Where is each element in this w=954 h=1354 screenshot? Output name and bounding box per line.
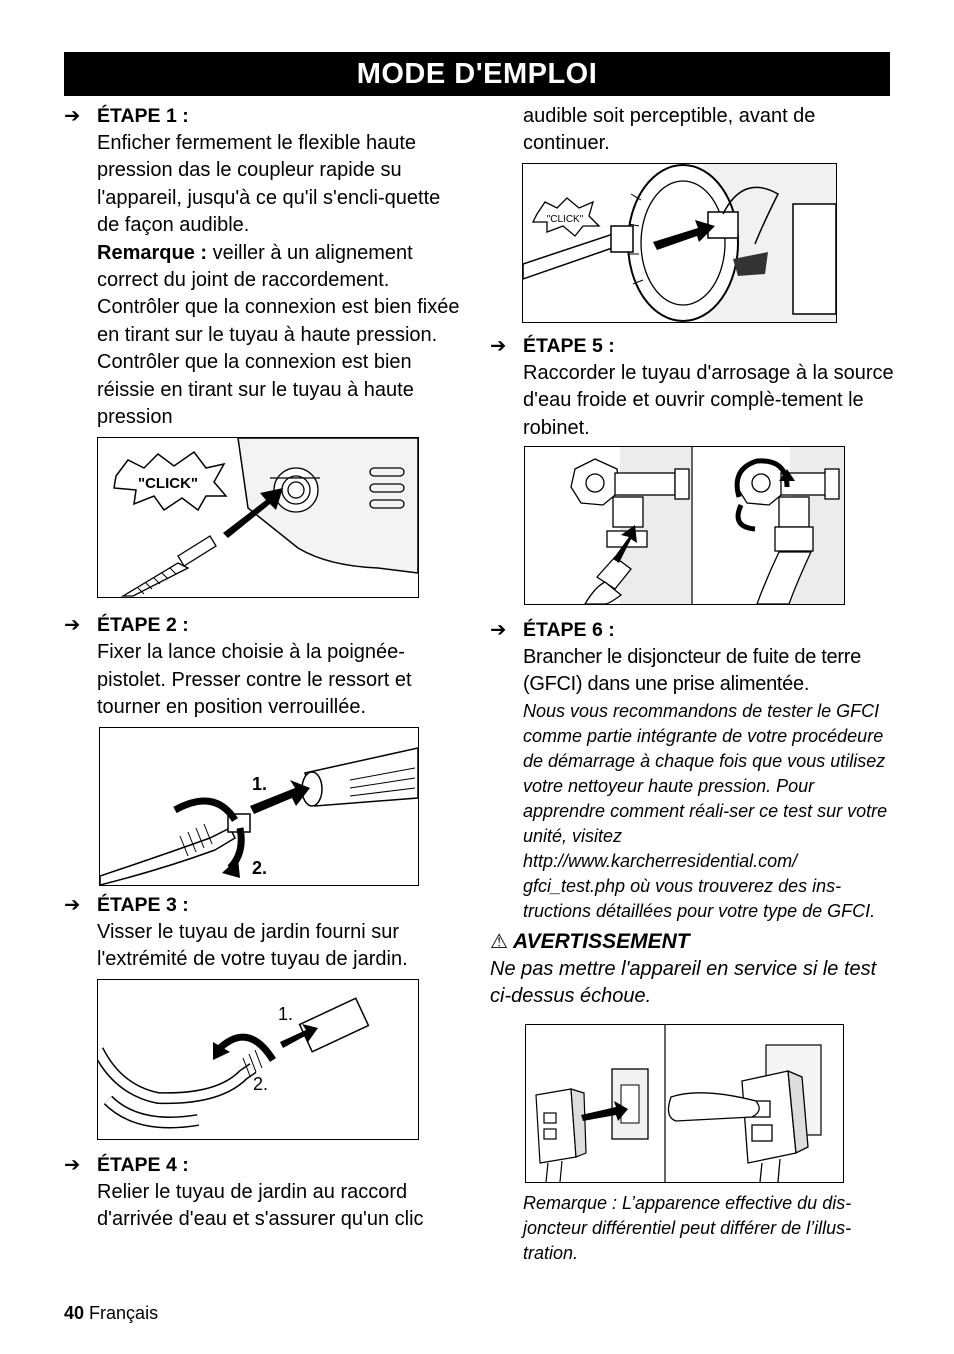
step-1-check-2: Contrôler que la connexion est bien réissie en tirant sur le tuyau à haute pression xyxy=(97,351,414,429)
warning-triangle-icon: ⚠ xyxy=(490,930,508,953)
step-4-text-a: Relier le tuyau de jardin au raccord d'arrivée d'eau et s'assurer qu'un clic xyxy=(97,1180,424,1230)
step-1-figure xyxy=(97,437,419,598)
step-1-check-1: Contrôler que la connexion est bien fixée en tirant sur le tuyau à haute pression. xyxy=(97,296,460,346)
step-2-number-2: 2. xyxy=(252,857,268,878)
step-6-text: Brancher le disjoncteur de fuite de terre (GFCI) dans une prise alimentée. xyxy=(523,646,861,696)
step-3-text: Visser le tuyau de jardin fourni sur l'extrémité de votre tuyau de jardin. xyxy=(97,920,408,971)
step-3-number-2: 2. xyxy=(253,1073,269,1094)
step-1-note xyxy=(64,240,464,295)
arrow-right-icon: ➔ xyxy=(64,1153,81,1176)
right-column xyxy=(490,103,895,1266)
step-3-heading xyxy=(64,892,464,919)
language-label: Français xyxy=(89,1303,159,1323)
step-1-click-label: "CLICK" xyxy=(137,475,199,493)
arrow-right-icon: ➔ xyxy=(490,619,507,642)
step-5-text: Raccorder le tuyau d'arrosage à la source d'eau froide et ouvrir complè-tement le robinet. xyxy=(523,361,894,439)
step-1-text: Enficher fermement le flexible haute pression das le coupleur rapide su l'appareil, jusqu'à ce qu'il s'encli-quette de façon audible. xyxy=(97,132,441,237)
step-4-figure xyxy=(522,163,837,323)
arrow-right-icon: ➔ xyxy=(490,334,507,357)
page-footer xyxy=(64,1303,158,1324)
page-title: MODE D'EMPLOI xyxy=(64,52,890,96)
step-6-figure xyxy=(525,1024,844,1183)
page-number: 40 xyxy=(64,1303,85,1323)
step-4-click-label: "CLICK" xyxy=(546,213,584,225)
step-5-figure xyxy=(524,446,845,605)
warning-heading xyxy=(490,928,895,956)
step-6-heading xyxy=(490,617,895,644)
warning-text: Ne pas mettre l'appareil en service si le test ci-dessus échoue. xyxy=(490,957,877,1008)
step-4-text-b: audible soit perceptible, avant de continuer. xyxy=(523,105,816,155)
step-6-label: ÉTAPE 6 : xyxy=(523,619,615,642)
step-6-italic-text: Nous vous recommandons de tester le GFCI comme partie intégrante de votre procédeure de démarrage à chaque fois que vous utilisez votre nettoyeur haute pression. Pour apprendre comment réali-ser ce test sur votre unité, visitez http://www.karcherresidential.com/ gfci_test.php où vous trouverez des ins-tructions détaillées pour votre type de GFCI. xyxy=(523,700,888,921)
step-1-note-text: veiller à un alignement correct du joint de raccordement. xyxy=(97,241,413,292)
step-2-heading xyxy=(64,612,464,639)
step-2-figure xyxy=(99,727,419,886)
step-2-number-1: 1. xyxy=(252,773,268,794)
step-4-heading xyxy=(64,1152,464,1179)
left-column xyxy=(64,103,464,1233)
arrow-right-icon: ➔ xyxy=(64,893,81,916)
step-4-label: ÉTAPE 4 : xyxy=(97,1153,189,1176)
step-5-label: ÉTAPE 5 : xyxy=(523,334,615,357)
step-3-number-1: 1. xyxy=(278,1003,294,1024)
step-5-heading xyxy=(490,333,895,360)
step-1-heading xyxy=(64,103,464,130)
step-1-note-label: Remarque : xyxy=(97,241,208,264)
step-2-text: Fixer la lance choisie à la poignée-pistolet. Presser contre le ressort et tourner en position verrouillée. xyxy=(97,641,412,719)
arrow-right-icon: ➔ xyxy=(64,105,81,127)
step-3-figure xyxy=(97,979,419,1140)
step-3-label: ÉTAPE 3 : xyxy=(97,893,189,916)
step-1-label: ÉTAPE 1 : xyxy=(97,105,189,127)
arrow-right-icon: ➔ xyxy=(64,614,81,637)
step-2-label: ÉTAPE 2 : xyxy=(97,614,189,637)
final-note: Remarque : L’apparence effective du dis-joncteur différentiel peut différer de l’illus-tration. xyxy=(523,1192,852,1263)
warning-title: AVERTISSEMENT xyxy=(513,929,690,953)
